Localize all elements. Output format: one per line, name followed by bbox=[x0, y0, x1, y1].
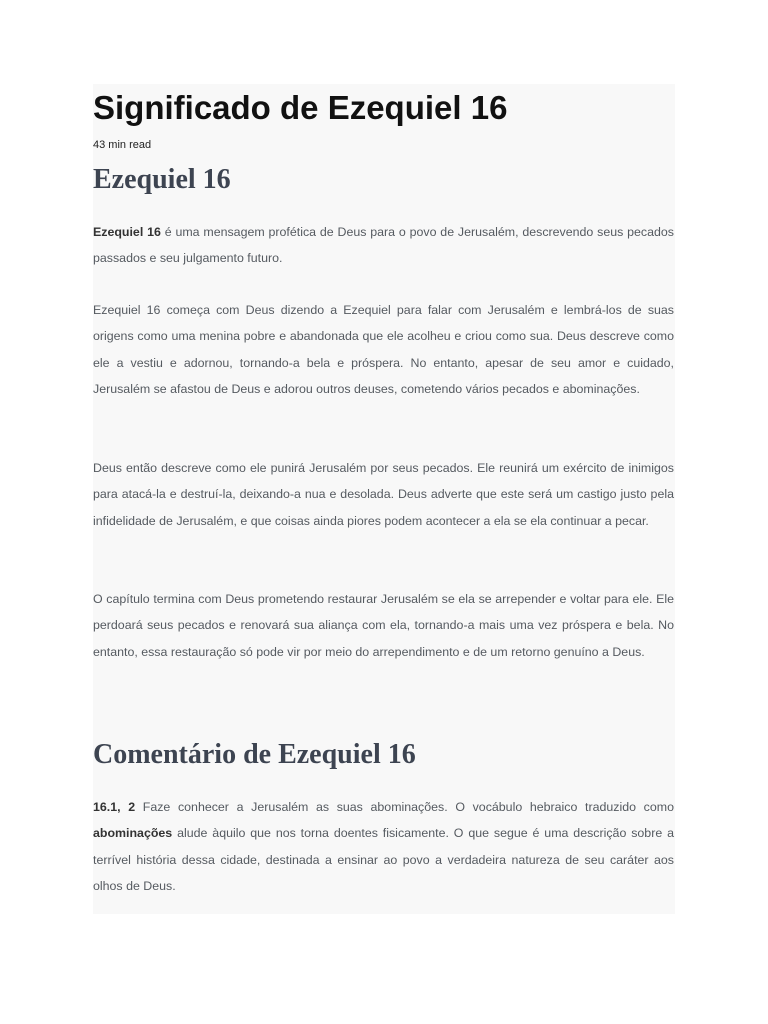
paragraph-intro-text: é uma mensagem profética de Deus para o povo de Jerusalém, descrevendo seus pecados passados e seu julgamento futuro. bbox=[93, 225, 674, 266]
commentary-bold-term: abominações bbox=[93, 826, 173, 841]
commentary-text-1: Faze conhecer a Jerusalém as suas abominações. O vocábulo hebraico traduzido como bbox=[135, 800, 674, 814]
section-heading-comentario: Comentário de Ezequiel 16 bbox=[93, 739, 416, 770]
paragraph-intro bbox=[93, 219, 674, 272]
page-title: Significado de Ezequiel 16 bbox=[93, 89, 508, 126]
paragraph-punishment: Deus então descreve como ele punirá Jerusalém por seus pecados. Ele reunirá um exército de inimigos para atacá-la e destruí-la, deixando-a nua e desolada. Deus adverte que este será um castigo justo pela infidelidade de Jerusalém, e que coisas ainda piores podem acontecer a ela se ela continuar a pecar. bbox=[93, 461, 674, 528]
commentary-text-2: alude àquilo que nos torna doentes fisicamente. O que segue é uma descrição sobre a terrível história dessa cidade, destinada a ensinar ao povo a verdadeira natureza de seu caráter aos olhos de Deus. bbox=[93, 826, 674, 893]
paragraph-origins: Ezequiel 16 começa com Deus dizendo a Ezequiel para falar com Jerusalém e lembrá-los de suas origens como uma menina pobre e abandonada que ele acolheu e criou como sua. Deus descreve como ele a vestiu e adornou, tornando-a bela e próspera. No entanto, apesar de seu amor e cuidado, Jerusalém se afastou de Deus e adorou outros deuses, cometendo vários pecados e abominações. bbox=[93, 303, 674, 396]
paragraph-intro-bold: Ezequiel 16 bbox=[93, 225, 161, 239]
paragraph-restoration: O capítulo termina com Deus prometendo restaurar Jerusalém se ela se arrepender e voltar para ele. Ele perdoará seus pecados e renovará sua aliança com ela, tornando-a mais uma vez próspera e bela. No entanto, essa restauração só pode vir por meio do arrependimento e de um retorno genuíno a Deus. bbox=[93, 592, 674, 659]
section-heading-ezequiel-16: Ezequiel 16 bbox=[93, 164, 231, 195]
read-time: 43 min read bbox=[93, 139, 152, 151]
verse-reference: 16.1, 2 bbox=[93, 800, 136, 814]
paragraph-commentary bbox=[93, 794, 674, 899]
